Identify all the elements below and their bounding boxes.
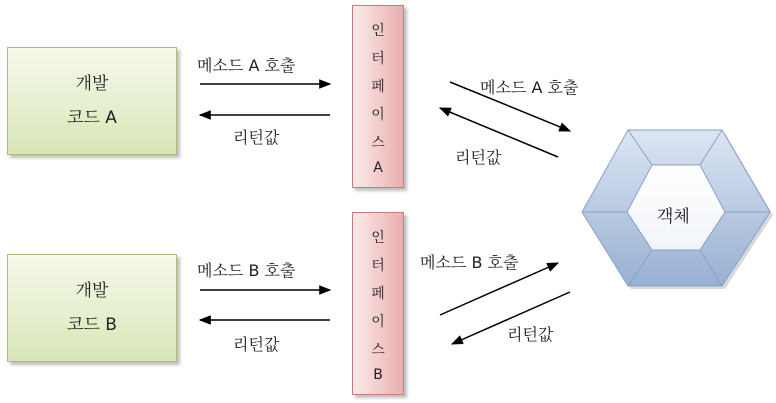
interface-a-char: 터 (371, 51, 385, 67)
return-b-obj-label: 리턴값 (507, 325, 554, 344)
call-a-obj-label: 메소드 A 호출 (480, 78, 579, 97)
return-b-label: 리턴값 (233, 335, 280, 354)
return-a-label: 리턴값 (233, 128, 280, 147)
interface-a-char: A (373, 160, 383, 176)
interface-b-box (352, 212, 404, 395)
interface-a-char: 스 (371, 135, 385, 151)
dev-code-b-line2: 코드 B (67, 315, 117, 335)
call-b-obj-label: 메소드 B 호출 (420, 253, 519, 272)
object-label: 객체 (657, 207, 690, 227)
return-a-obj-label: 리턴값 (455, 148, 502, 167)
call-a-label: 메소드 A 호출 (197, 56, 296, 75)
interface-b-char: B (373, 367, 383, 383)
dev-code-b-box (7, 254, 177, 362)
dev-code-a-line2: 코드 A (67, 108, 117, 128)
interface-b-char: 스 (371, 342, 385, 358)
dev-code-a-line1: 개발 (75, 74, 109, 94)
call-b-label: 메소드 B 호출 (197, 261, 296, 280)
interface-a-char: 페 (371, 79, 385, 95)
interface-b-char: 이 (371, 314, 385, 330)
interface-a-box (352, 5, 404, 188)
dev-code-b-line1: 개발 (75, 281, 109, 301)
interface-a-char: 인 (371, 23, 385, 39)
interface-b-char: 인 (371, 230, 385, 246)
interface-b-char: 터 (371, 258, 385, 274)
interface-a-char: 이 (371, 107, 385, 123)
interface-b-char: 페 (371, 286, 385, 302)
dev-code-a-box (7, 47, 177, 155)
